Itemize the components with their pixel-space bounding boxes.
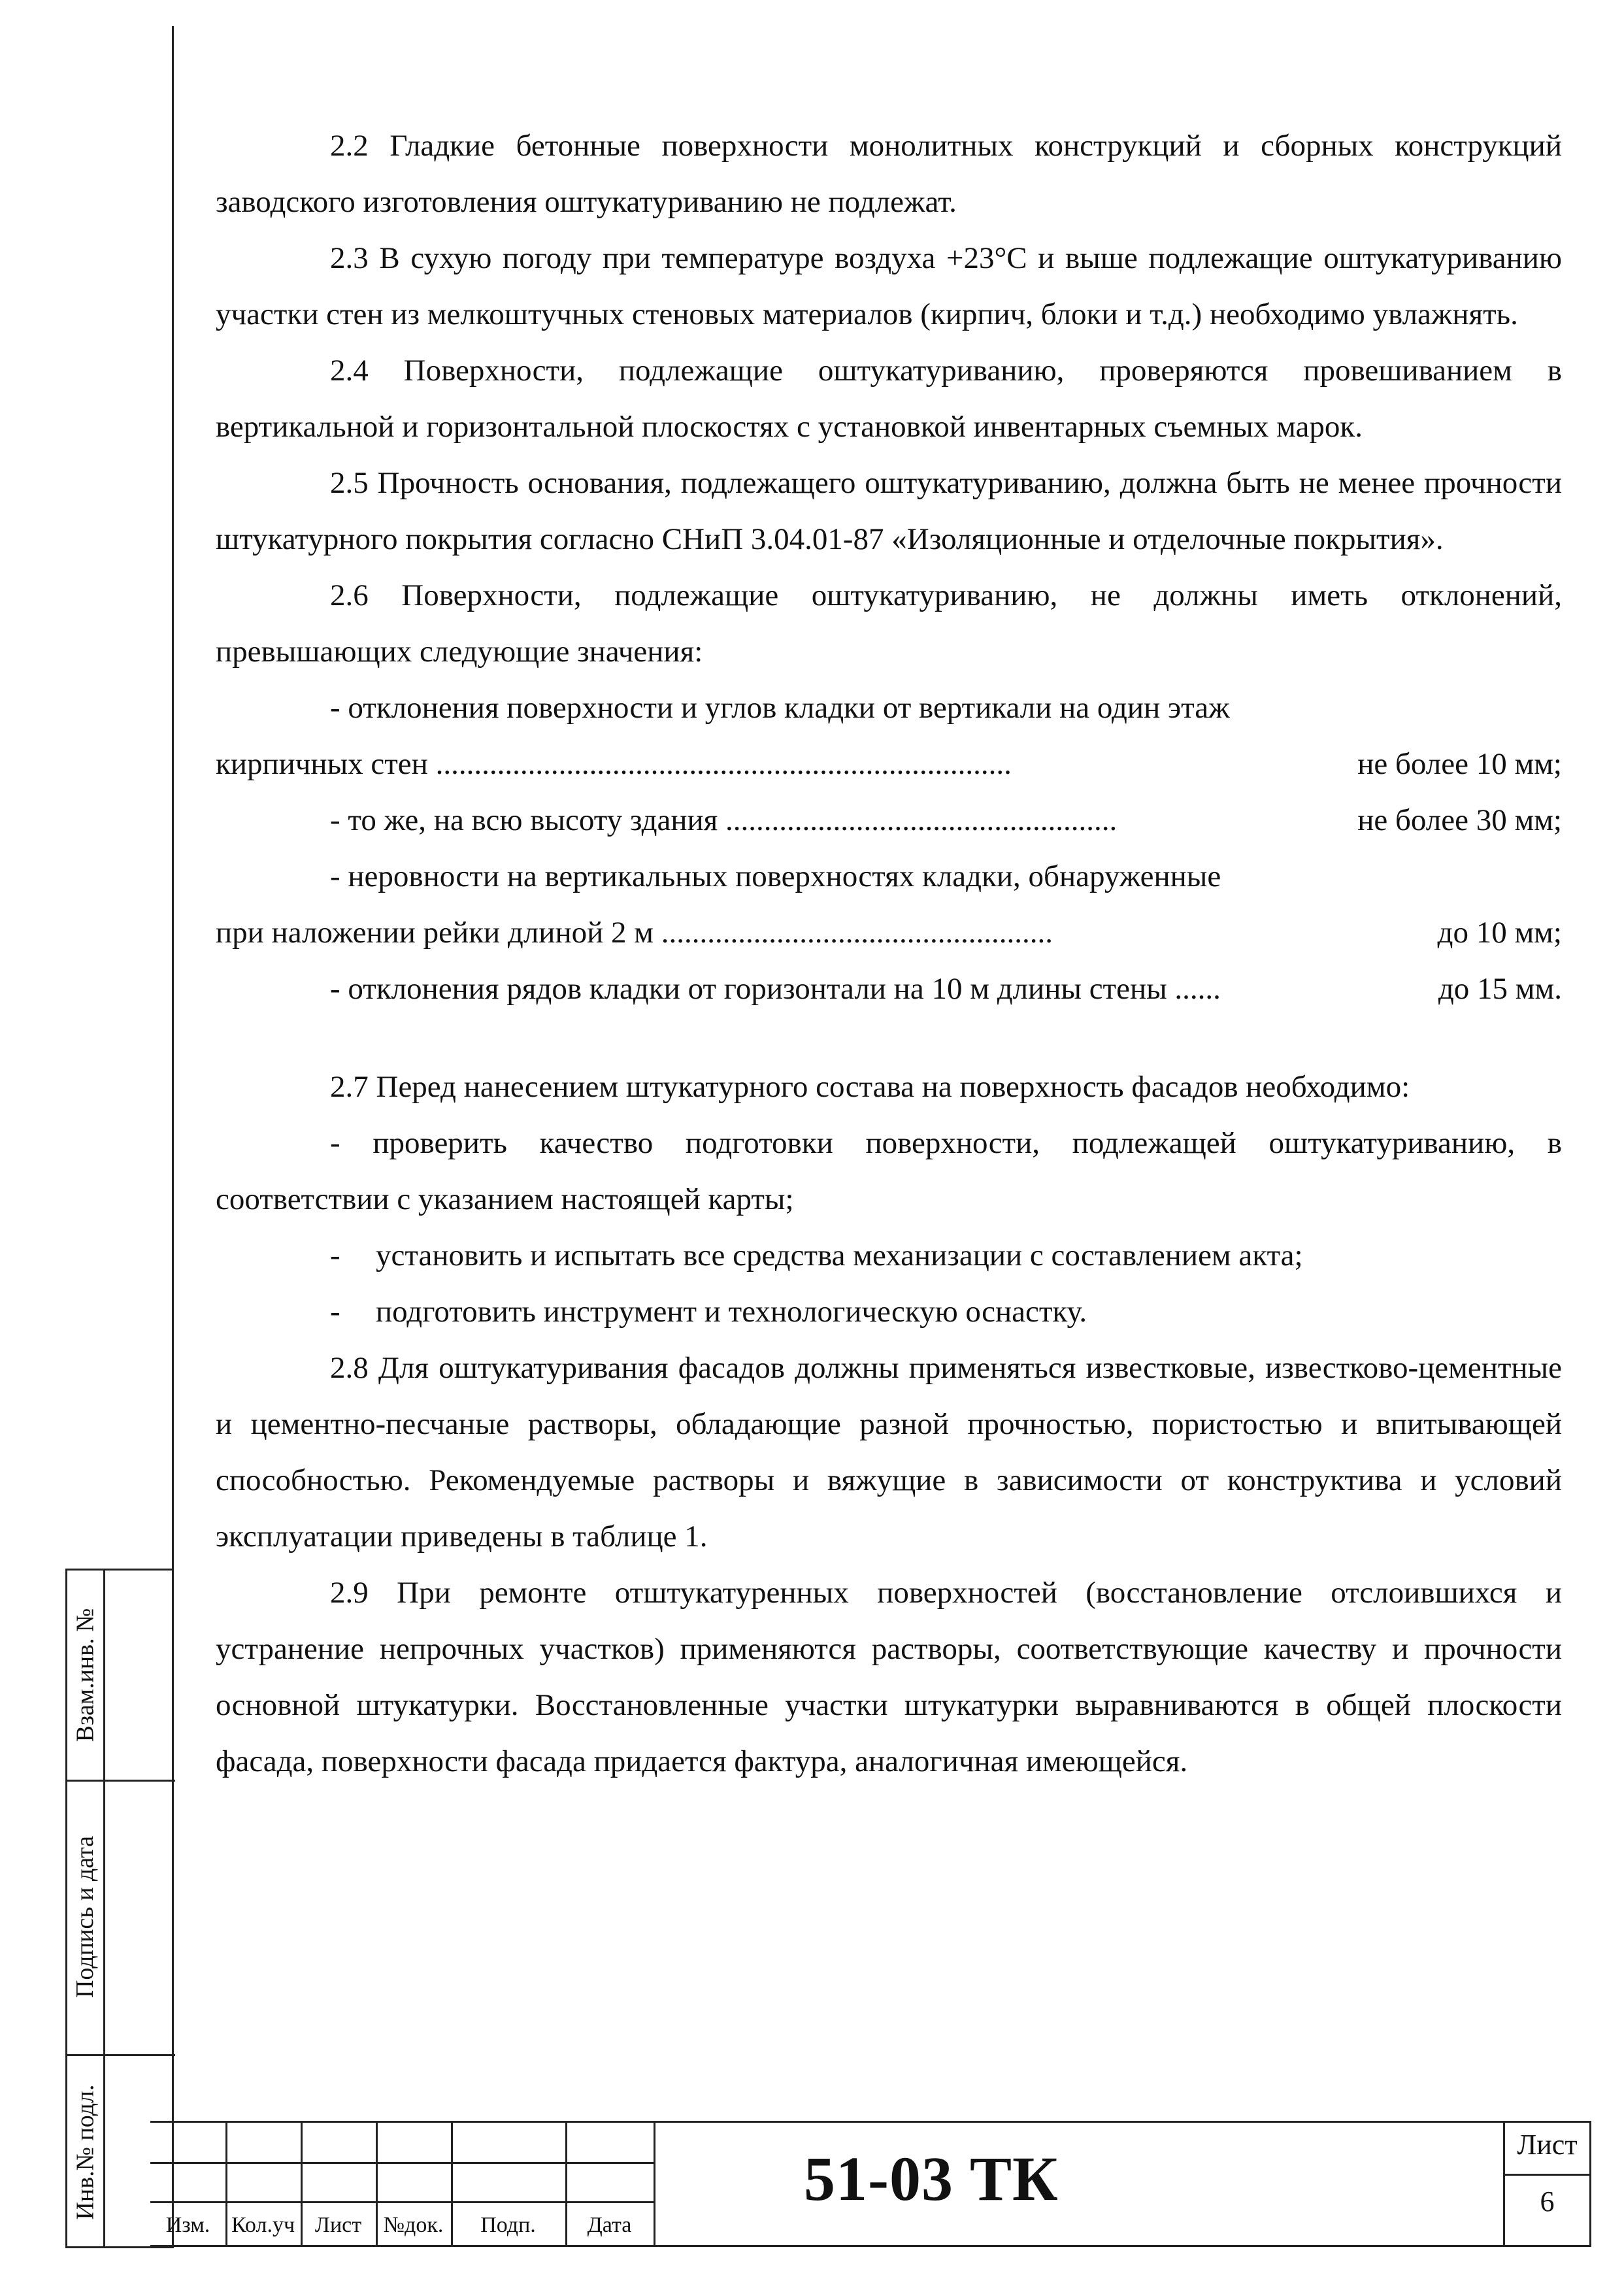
deviation-1-line1: - отклонения поверхности и углов кладки от вертикали на один этаж	[330, 691, 1230, 725]
side-label-vzam: Взам.инв. №	[71, 1608, 99, 1742]
paragraph-2-9: 2.9 При ремонте отштукатуренных поверхностей (восстановление отслоившихся и устранение непрочных участков) применяются растворы, соответствующие качеству и прочности основной штукатурки. Восстановленные участки штукатурки выравниваются в общей плоскости фасада, поверхности фасада придается фактура, аналогичная имеющейся.	[216, 1576, 1562, 1778]
item2-text: установить и испытать все средства механизации с составлением акта;	[376, 1238, 1303, 1272]
document-code: 51-03 ТК	[804, 2144, 1059, 2214]
title-list: Лист	[314, 2213, 362, 2237]
title-block	[150, 2121, 1591, 2247]
paragraph-2-7: 2.7 Перед нанесением штукатурного состава на поверхность фасадов необходимо:	[330, 1070, 1410, 1104]
sheet-number: 6	[1540, 2186, 1555, 2218]
paragraph-2-7-item3	[216, 1284, 1562, 1340]
paragraph-2-3: 2.3 В сухую погоду при температуре воздуха +23°С и выше подлежащие оштукатуриванию участки стен из мелкоштучных стеновых материалов (кирпич, блоки и т.д.) необходимо увлажнять.	[216, 241, 1562, 331]
deviation-4-value: до 15 мм.	[1438, 972, 1562, 1006]
deviation-1-value: не более 10 мм;	[1357, 747, 1562, 781]
paragraph-2-7-item1: - проверить качество подготовки поверхности, подлежащей оштукатуриванию, в соответствии с указанием настоящей карты;	[216, 1126, 1562, 1216]
deviation-1-line2: кирпичных стен ...........................................................................	[216, 747, 1012, 781]
title-data: Дата	[587, 2213, 632, 2237]
title-kol: Кол.уч	[231, 2213, 295, 2237]
deviation-1-row	[216, 736, 1562, 792]
paragraph-2-5: 2.5 Прочность основания, подлежащего оштукатуриванию, должна быть не менее прочности штукатурного покрытия согласно СНиП 3.04.01-87 «Изоляционные и отделочные покрытия».	[216, 466, 1562, 556]
deviation-2-value: не более 30 мм;	[1357, 803, 1562, 837]
deviation-3-line1: - неровности на вертикальных поверхностях кладки, обнаруженные	[330, 859, 1221, 893]
deviation-4-row	[216, 961, 1562, 1017]
deviation-3-line2: при наложении рейки длиной 2 м ...................................................	[216, 916, 1053, 950]
deviation-2-line: - то же, на всю высоту здания ...................................................	[330, 803, 1118, 837]
deviation-3-value: до 10 мм;	[1437, 916, 1562, 950]
deviation-3-row	[216, 905, 1562, 961]
title-ndok: №док.	[383, 2213, 444, 2237]
side-label-inv: Инв.№ подл.	[71, 2084, 99, 2220]
deviation-4-line: - отклонения рядов кладки от горизонтали на 10 м длины стены ......	[330, 972, 1221, 1006]
side-label-podpis: Подпись и дата	[71, 1835, 99, 1999]
document-body	[216, 118, 1562, 1789]
paragraph-2-4: 2.4 Поверхности, подлежащие оштукатуриванию, проверяются провешиванием в вертикальной и горизонтальной плоскостях с установкой инвентарных съемных марок.	[216, 354, 1562, 444]
bullet-dash: -	[330, 1238, 340, 1272]
item3-text: подготовить инструмент и технологическую оснастку.	[376, 1295, 1087, 1329]
title-podp: Подп.	[480, 2213, 536, 2237]
paragraph-2-7-item2	[216, 1227, 1562, 1284]
title-izm: Изм.	[165, 2213, 210, 2237]
sheet-label: Лист	[1517, 2129, 1578, 2161]
paragraph-2-2: 2.2 Гладкие бетонные поверхности монолитных конструкций и сборных конструкций заводского изготовления оштукатуриванию не подлежат.	[216, 129, 1562, 219]
paragraph-2-6: 2.6 Поверхности, подлежащие оштукатуриванию, не должны иметь отклонений, превышающих следующие значения:	[216, 578, 1562, 669]
bullet-dash: -	[330, 1295, 340, 1329]
deviation-2-row	[216, 792, 1562, 848]
paragraph-2-8: 2.8 Для оштукатуривания фасадов должны применяться известковые, известково-цементные и цементно-песчаные растворы, обладающие разной прочностью, пористостью и впитывающей способностью. Рекомендуемые растворы и вяжущие в зависимости от конструктива и условий эксплуатации приведены в таблице 1.	[216, 1351, 1562, 1554]
